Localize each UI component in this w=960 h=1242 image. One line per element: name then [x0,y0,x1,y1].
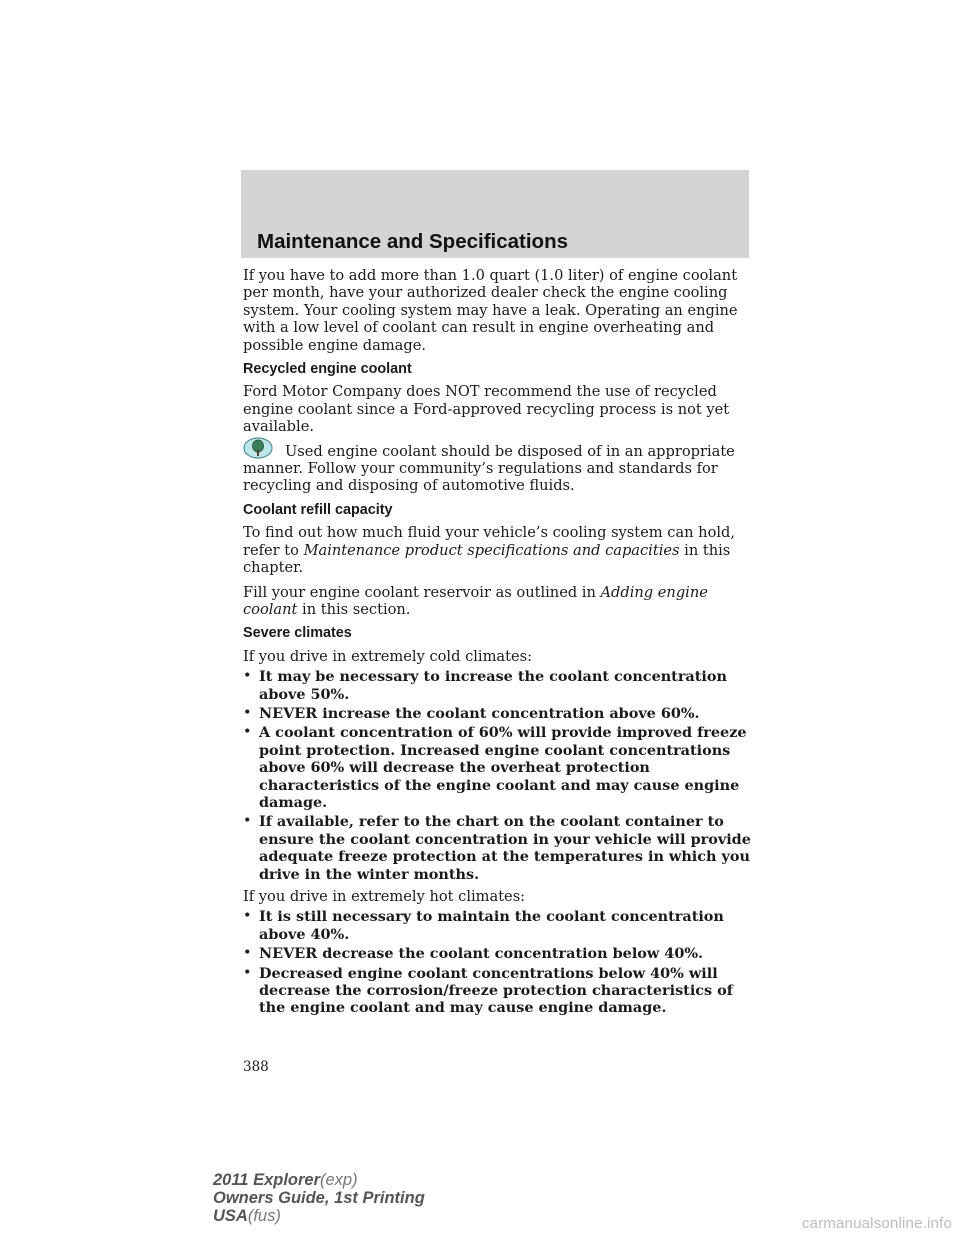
page-number: 388 [243,1059,269,1075]
environment-note [243,443,753,495]
refill-text: To find out how much fluid your vehicle’s cooling system can hold, refer to [243,524,736,559]
specifications-reference: Maintenance product specifications and capacities [303,541,680,559]
list-item-text: A coolant concentration of 60% will provide improved freeze point protection. Increased engine coolant concentrations above 60% will decrease the overheat protection characteristics of the engine coolant and may cause engine damage. [259,724,747,811]
list-item [243,945,753,962]
bullet-mark: • [243,964,252,981]
footer-market: USA [213,1207,248,1225]
refill-text: in this section. [297,600,411,618]
severe-heading: Severe climates [243,625,352,642]
footer-model: 2011 Explorer [213,1171,321,1189]
footer-model-code: (exp) [320,1171,358,1189]
recycle-tree-icon [243,437,273,459]
list-item-text: It is still necessary to maintain the coolant concentration above 40%. [259,908,724,943]
bullet-mark: • [243,908,252,925]
list-item-text: If available, refer to the chart on the coolant container to ensure the coolant concentration in your vehicle will provide adequate freeze protection at the temperatures in which you drive in the winter months. [259,813,751,883]
footer-market-code: (fus) [247,1207,281,1225]
refill-text: in this chapter. [243,541,731,577]
watermark: carmanualsonline.info [801,1215,952,1232]
environment-note-text: Used engine coolant should be disposed of in an appropriate manner. Follow your community’s regulations and standards for recycling and disposing of automotive fluids. [243,442,735,495]
list-item-text: NEVER decrease the coolant concentration below 40%. [259,945,704,963]
list-item [243,668,753,703]
list-item-text: Decreased engine coolant concentrations below 40% will decrease the corrosion/freeze protection characteristics of the engine coolant and may cause engine damage. [259,964,733,1017]
list-item-text: It may be necessary to increase the coolant concentration above 50%. [259,668,727,703]
list-item [243,965,753,1017]
page-content [243,267,753,1022]
list-item [243,908,753,943]
adding-coolant-reference: Adding engine coolant [243,583,708,618]
bullet-mark: • [243,724,252,741]
intro-paragraph: If you have to add more than 1.0 quart (1.0 liter) of engine coolant per month, have your authorized dealer check the engine cooling system. Your cooling system may have a leak. Operating an engine with a low level of coolant can result in engine overheating and possible engine damage. [243,267,738,354]
recycled-heading: Recycled engine coolant [243,361,412,378]
bullet-mark: • [243,704,252,721]
bullet-mark: • [243,945,252,962]
bullet-mark: • [243,668,252,685]
hot-climate-list [243,908,753,1016]
list-item [243,705,753,722]
refill-heading: Coolant refill capacity [243,501,393,518]
list-item [243,724,753,811]
refill-text: Fill your engine coolant reservoir as outlined in [243,583,601,601]
cold-intro: If you drive in extremely cold climates: [243,647,533,665]
print-footer [213,1171,425,1225]
refill-paragraph-1 [243,524,753,576]
list-item-text: NEVER increase the coolant concentration above 60%. [259,704,700,722]
recycled-paragraph: Ford Motor Company does NOT recommend the use of recycled engine coolant since a Ford-approved recycling process is not yet available. [243,383,730,436]
list-item [243,813,753,883]
bullet-mark: • [243,813,252,830]
page-title: Maintenance and Specifications [257,230,568,253]
refill-paragraph-2 [243,584,753,619]
hot-intro: If you drive in extremely hot climates: [243,888,526,905]
cold-climate-list [243,668,753,883]
footer-edition: Owners Guide, 1st Printing [213,1189,425,1207]
